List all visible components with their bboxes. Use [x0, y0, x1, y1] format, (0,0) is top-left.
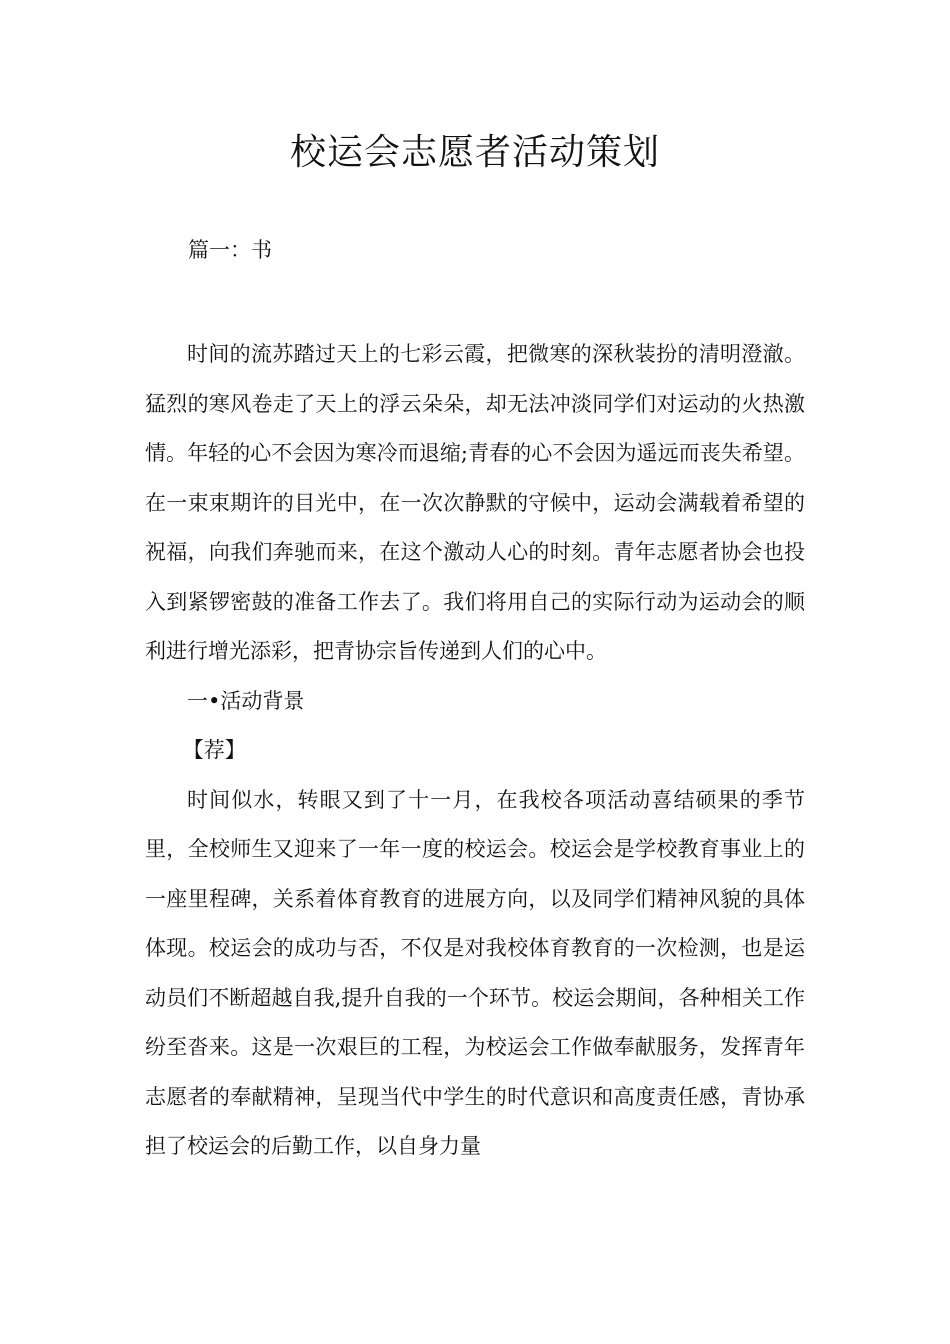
- document-title: 校运会志愿者活动策划: [289, 132, 660, 173]
- document-body: [145, 330, 805, 1172]
- paragraph-intro: 时间的流苏踏过天上的七彩云霞，把微寒的深秋装扮的清明澄澈。猛烈的寒风卷走了天上的浮云朵朵，却无法冲淡同学们对运动的火热激情。年轻的心不会因为寒冷而退缩;青春的心不会因为遥远而丧失希望。在一束束期许的目光中，在一次次静默的守候中，运动会满载着希望的祝福，向我们奔驰而来，在这个激动人心的时刻。青年志愿者协会也投入到紧锣密鼓的准备工作去了。我们将用自己的实际行动为运动会的顺利进行增光添彩，把青协宗旨传递到人们的心中。: [145, 342, 805, 663]
- document-subtitle: 篇一：书: [188, 238, 272, 262]
- recommend-marker: 【荐】: [182, 738, 246, 762]
- paragraph-background: 时间似水，转眼又到了十一月，在我校各项活动喜结硕果的季节里，全校师生又迎来了一年一度的校运会。校运会是学校教育事业上的一座里程碑，关系着体育教育的进展方向，以及同学们精神风貌的具体体现。校运会的成功与否，不仅是对我校体育教育的一次检测，也是运动员们不断超越自我,提升自我的一个环节。校运会期间，各种相关工作纷至沓来。这是一次艰巨的工程，为校运会工作做奉献服务，发挥青年志愿者的奉献精神，呈现当代中学生的时代意识和高度责任感，青协承担了校运会的后勤工作，以自身力量: [145, 787, 805, 1158]
- section-heading-background: 一•活动背景: [187, 688, 305, 713]
